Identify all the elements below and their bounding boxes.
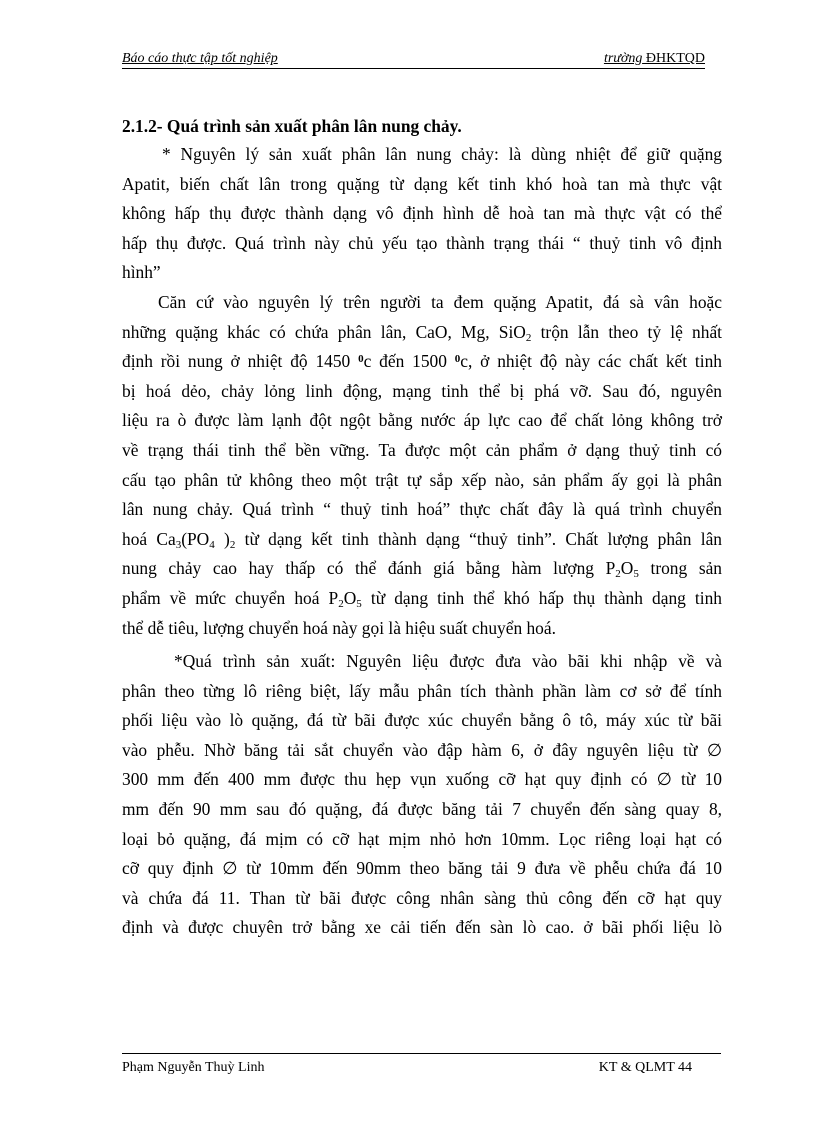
paragraph-process-basis [122,288,722,643]
text-line: Apatit, biến chất lân trong quặng từ dạng kết tinh khó hoà tan mà thực vật [122,173,722,194]
text-line-with-formula: nung chảy cao hay thấp có thể đánh giá bằng hàm lượng $P_2O_5$ trong sản [122,558,723,581]
text-line-with-temperature: định rồi nung ở nhiệt độ 1450 $^0$c đến 1500 $^0$c, ở nhiệt độ này các chất kết tinh [122,351,722,372]
document-body [122,112,722,943]
text-line: vào phễu. Nhờ băng tải sắt chuyển vào đập hàm 6, ở đây nguyên liệu từ ∅ [122,739,722,760]
text-line-with-formula: những quặng khác có chứa phân lân, CaO, Mg, SiO$_2$ trộn lẫn theo tỷ lệ nhất [122,321,722,344]
text-line: và chứa đá 11. Than từ bãi được công nhân sàng thủ công đến cỡ hạt quy [122,887,722,908]
text-line-with-formula: phẩm về mức chuyển hoá $P_2O_5$ từ dạng tinh thể khó hấp thụ thành dạng tinh [122,587,722,610]
footer-author: Phạm Nguyễn Thuỳ Linh [122,1060,265,1075]
text-line: cấu tạo phân tử không theo một trật tự sắp xếp nào, sản phẩm ấy gọi là phân [122,469,722,490]
header-school [604,51,705,67]
text-line: loại bỏ quặng, đá mịm có cỡ hạt mịm nhỏ hơn 10mm. Lọc riêng loại hạt có [122,828,722,849]
paragraph-principle [122,140,722,288]
header-school-prefix: trường [603,51,643,66]
text-line: hình” [122,262,161,283]
text-line: thể dễ tiêu, lượng chuyển hoá này gọi là hiệu suất chuyển hoá. [122,617,556,638]
footer-class: KT & QLMT 44 [598,1060,692,1075]
text-line: phối liệu vào lò quặng, đá từ bãi được xúc chuyển bằng ô tô, máy xúc từ bãi [122,710,722,731]
text-line: mm đến 90 mm sau đó quặng, đá được băng tải 7 chuyển đến sàng quay 8, [122,799,722,820]
text-line: phân theo từng lô riêng biệt, lấy mẫu phân tích thành phần làm cơ sở để tính [122,680,722,701]
text-line-with-formula: hoá $Ca_3(PO_4$ )$_2$ từ dạng kết tinh thành dạng “thuỷ tinh”. Chất lượng phân lân [122,528,722,551]
text-line: hấp thụ được. Quá trình này chủ yếu tạo thành trạng thái “ thuỷ tinh vô định [122,232,722,253]
page-header [122,50,705,69]
text-line: * Nguyên lý sản xuất phân lân nung chảy: là dùng nhiệt để giữ quặng [162,144,722,164]
text-line: không hấp thụ được thành dạng vô định hình dễ hoà tan mà thực vật có thể [122,203,722,224]
text-line: bị hoá dẻo, chảy lỏng linh động, mạng tinh thể bị phá vỡ. Sau đó, nguyên [122,380,722,401]
header-report-title: Báo cáo thực tập tốt nghiệp [122,51,278,66]
section-heading: 2.1.2- Quá trình sản xuất phân lân nung chảy. [122,116,462,136]
text-line: Căn cứ vào nguyên lý trên người ta đem quặng Apatit, đá sà vân hoặc [158,291,722,312]
text-line: cỡ quy định ∅ từ 10mm đến 90mm theo băng tải 9 đưa về phễu chứa đá 10 [122,858,722,879]
text-line: về trạng thái tinh thể bền vững. Ta được một cản phẩm ở dạng thuỷ tinh có [122,439,722,460]
text-line: định và được chuyên trở bằng xe cải tiến đến sàn lò cao. ở bãi phối liệu lò [122,917,722,938]
text-line: 300 mm đến 400 mm được thu hẹp vụn xuống cỡ hạt quy định có ∅ từ 10 [122,769,722,790]
paragraph-production-process [122,647,722,943]
text-line: *Quá trình sản xuất: Nguyên liệu được đưa vào bãi khi nhập về và [174,651,722,672]
text-line: liệu ra ò được làm lạnh đột ngột bằng nước áp lực cao để chất lỏng không trở [122,410,722,431]
footer-divider [122,1053,721,1054]
text-line: lân nung chảy. Quá trình “ thuỷ tinh hoá” thực chất đây là quá trình chuyển [122,499,722,520]
header-school-name: ĐHKTQD [642,51,705,66]
